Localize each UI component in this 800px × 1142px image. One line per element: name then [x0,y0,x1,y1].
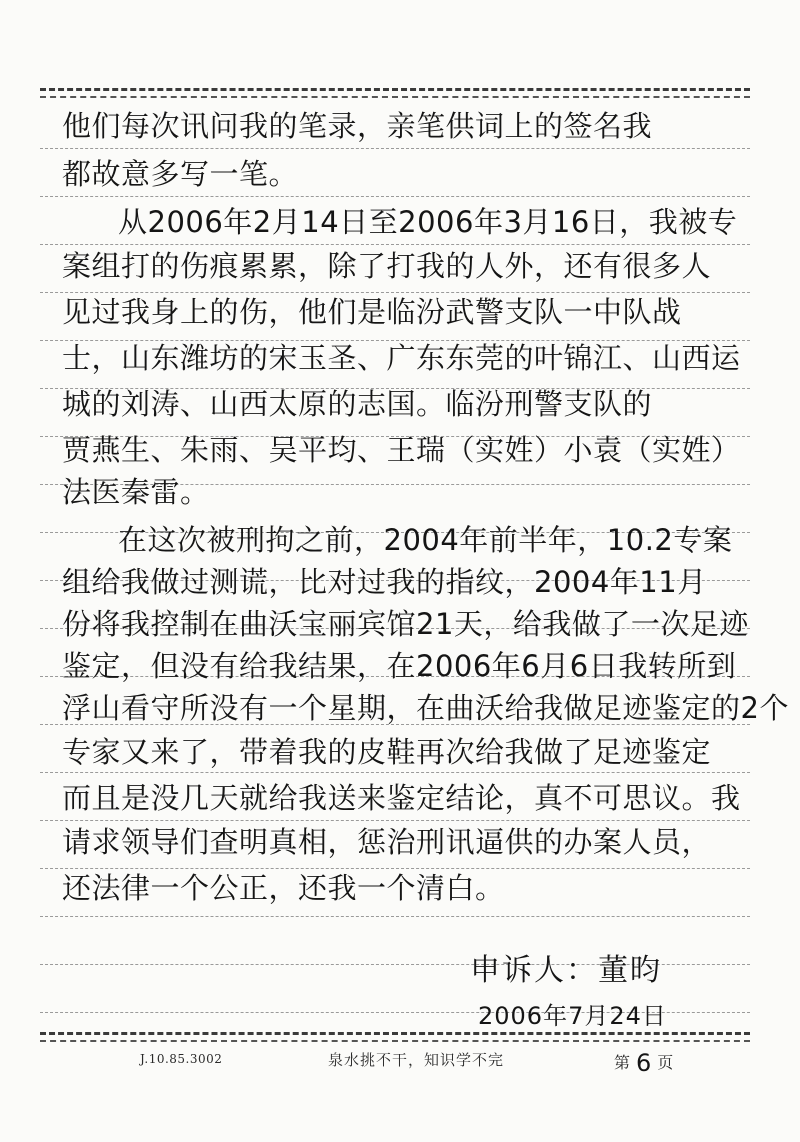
text-line-content: 城的刘涛、山西太原的志国。临汾刑警支队的 [62,387,653,421]
top-border-rule-inner [40,96,750,98]
text-line-content: 都故意多写一笔。 [62,157,299,191]
bottom-border-rule [40,1032,750,1035]
text-line [0,730,800,774]
text-line [0,290,800,334]
text-line-content: 他们每次讯问我的笔录，亲笔供词上的签名我 [62,109,653,143]
text-line [0,866,800,910]
text-line-content: 专家又来了，带着我的皮鞋再次给我做了足迹鉴定 [62,735,712,769]
text-line [0,200,800,244]
text-line-content: 士，山东潍坊的宋玉圣、广东东莞的叶锦江、山西运 [62,341,741,375]
text-line-content: 贾燕生、朱雨、吴平均、王瑞（实姓）小袁（实姓） [62,433,741,467]
text-line-content: 鉴定，但没有给我结果，在2006年6月6日我转所到 [62,649,737,683]
text-line [0,644,800,688]
text-line-content: 份将我控制在曲沃宝丽宾馆21天，给我做了一次足迹 [62,607,749,641]
text-line-content: 而且是没几天就给我送来鉴定结论，真不可思议。我 [62,781,741,815]
text-line [0,104,800,148]
text-line-content: 法医秦雷。 [62,475,210,509]
signature-date: 2006年7月24日 [478,1002,667,1030]
text-line [0,686,800,730]
text-line [0,428,800,472]
footer-slogan: 泉水挑不干，知识学不完 [328,1051,505,1069]
text-line-content: 从2006年2月14日至2006年3月16日，我被专 [118,205,738,239]
text-line [0,776,800,820]
ruled-line [40,196,750,197]
text-line-content: 见过我身上的伤，他们是临汾武警支队一中队战 [62,295,682,329]
page-prefix: 第 [614,1053,631,1072]
text-line-content: 还法律一个公正，还我一个清白。 [62,871,505,905]
text-line [0,470,800,514]
text-line [0,602,800,646]
page-suffix: 页 [657,1053,674,1072]
text-line-content: 案组打的伤痕累累，除了打我的人外，还有很多人 [62,249,712,283]
page-number: 6 [636,1049,652,1077]
text-line-content: 组给我做过测谎，比对过我的指纹，2004年11月 [62,565,707,599]
bottom-border-rule-inner [40,1040,750,1042]
ruled-line [40,148,750,149]
page-indicator [614,1046,674,1077]
text-line [0,336,800,380]
text-line-content: 请求领导们查明真相，惩治刑讯逼供的办案人员， [62,825,712,859]
text-line [0,152,800,196]
text-line [0,518,800,562]
text-line [0,382,800,426]
text-line [0,560,800,604]
text-line [0,244,800,288]
text-line [0,820,800,864]
top-border-rule [40,88,750,91]
text-line-content: 浮山看守所没有一个星期，在曲沃给我做足迹鉴定的2个 [62,691,789,725]
paper-code: J.10.85.3002 [140,1052,223,1066]
ruled-line [40,916,750,917]
text-line-content: 在这次被刑拘之前，2004年前半年，10.2专案 [118,523,733,557]
signer-name: 申诉人：董昀 [470,953,662,988]
